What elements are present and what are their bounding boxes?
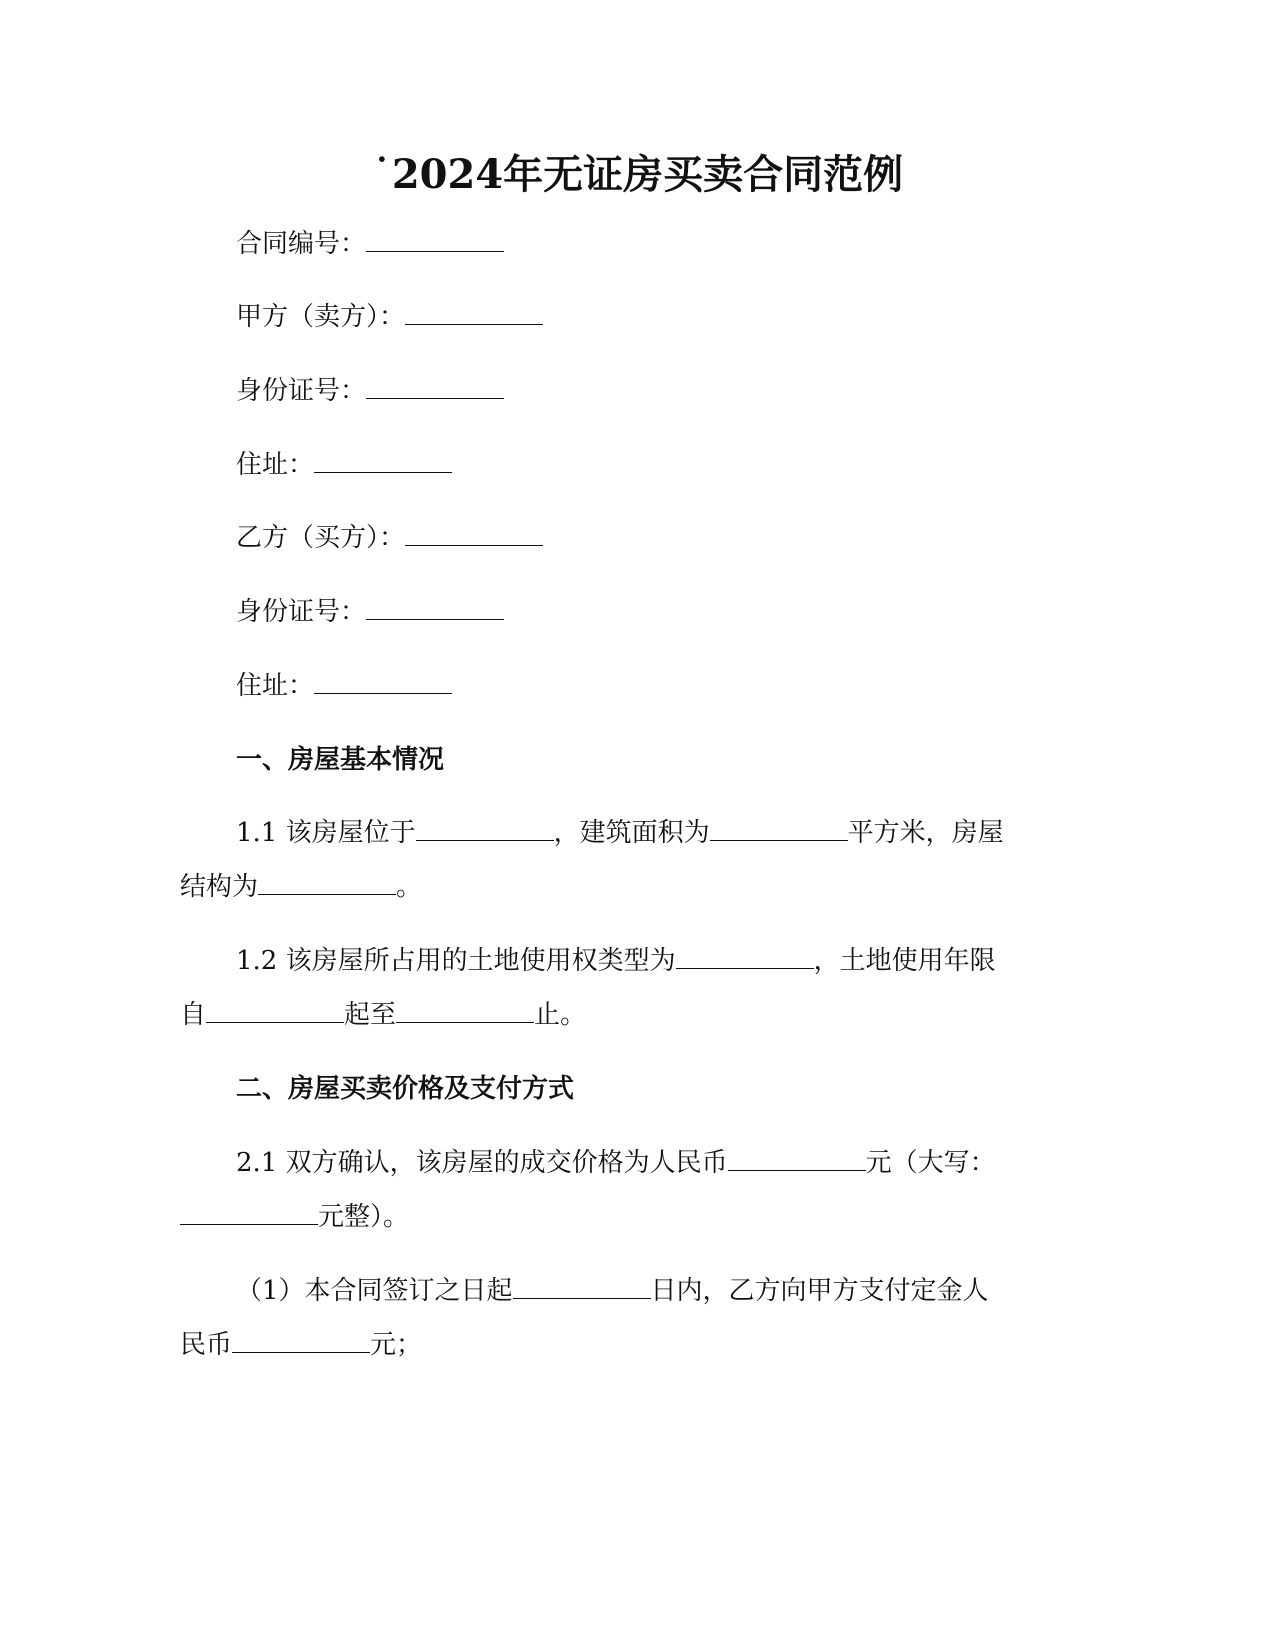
clause-text: 元； — [370, 1330, 423, 1360]
blank-line — [232, 1330, 370, 1353]
clause-text: 自 — [180, 1000, 207, 1030]
blank-line — [258, 872, 396, 895]
section-1-heading: 一、房屋基本情况 — [236, 745, 445, 775]
party-a-id-field — [236, 374, 504, 408]
section-2-heading: 二、房屋买卖价格及支付方式 — [236, 1074, 575, 1104]
party-a-seller-field — [236, 300, 543, 334]
clause-text: 止。 — [534, 1000, 587, 1030]
clause-1-1-line-2 — [180, 870, 422, 904]
blank-line — [366, 229, 504, 252]
blank-line — [513, 1276, 651, 1299]
party-b-address-field — [236, 669, 452, 703]
clause-text: 1.2 该房屋所占用的土地使用权类型为 — [236, 946, 676, 976]
clause-1-2-line-2 — [180, 998, 586, 1032]
clause-2-1-item-1-line-1 — [236, 1274, 989, 1308]
blank-line — [180, 1202, 318, 1225]
document-title: ˙2024年无证房买卖合同范例 — [371, 151, 904, 198]
clause-text: 起至 — [344, 1000, 397, 1030]
blank-line — [710, 818, 848, 841]
clause-text: 平方米，房屋 — [847, 818, 1004, 848]
blank-line — [206, 1000, 344, 1023]
clause-text: （1）本合同签订之日起 — [236, 1276, 513, 1306]
clause-text: ，建筑面积为 — [553, 818, 710, 848]
clause-text: 日内，乙方向甲方支付定金人 — [650, 1276, 989, 1306]
clause-text: 1.1 该房屋位于 — [236, 818, 416, 848]
field-label: 住址： — [236, 671, 315, 701]
clause-2-1-line-1 — [236, 1146, 996, 1180]
blank-line — [314, 450, 452, 473]
blank-line — [405, 523, 543, 546]
field-label: 甲方（卖方）： — [236, 302, 406, 332]
party-a-address-field — [236, 448, 452, 482]
clause-1-2-line-1 — [236, 944, 996, 978]
field-label: 合同编号： — [236, 229, 367, 259]
clause-text: 2.1 双方确认，该房屋的成交价格为人民币 — [236, 1148, 728, 1178]
field-label: 身份证号： — [236, 376, 367, 406]
blank-line — [314, 671, 452, 694]
blank-line — [676, 946, 814, 969]
clause-text: ，土地使用年限 — [813, 946, 996, 976]
field-label: 身份证号： — [236, 597, 367, 627]
clause-text: 结构为 — [180, 872, 259, 902]
field-label: 乙方（买方）： — [236, 523, 406, 553]
blank-line — [416, 818, 554, 841]
blank-line — [366, 376, 504, 399]
blank-line — [405, 302, 543, 325]
blank-line — [728, 1148, 866, 1171]
clause-text: 民币 — [180, 1330, 233, 1360]
party-b-id-field — [236, 595, 504, 629]
clause-text: 元整）。 — [318, 1202, 410, 1232]
contract-number-field — [236, 227, 504, 261]
blank-line — [396, 1000, 534, 1023]
blank-line — [366, 597, 504, 620]
clause-2-1-item-1-line-2 — [180, 1328, 422, 1362]
clause-2-1-line-2 — [180, 1200, 409, 1234]
clause-text: 元（大写： — [865, 1148, 996, 1178]
clause-1-1-line-1 — [236, 816, 1004, 850]
field-label: 住址： — [236, 450, 315, 480]
clause-text: 。 — [396, 872, 423, 902]
party-b-buyer-field — [236, 521, 543, 555]
